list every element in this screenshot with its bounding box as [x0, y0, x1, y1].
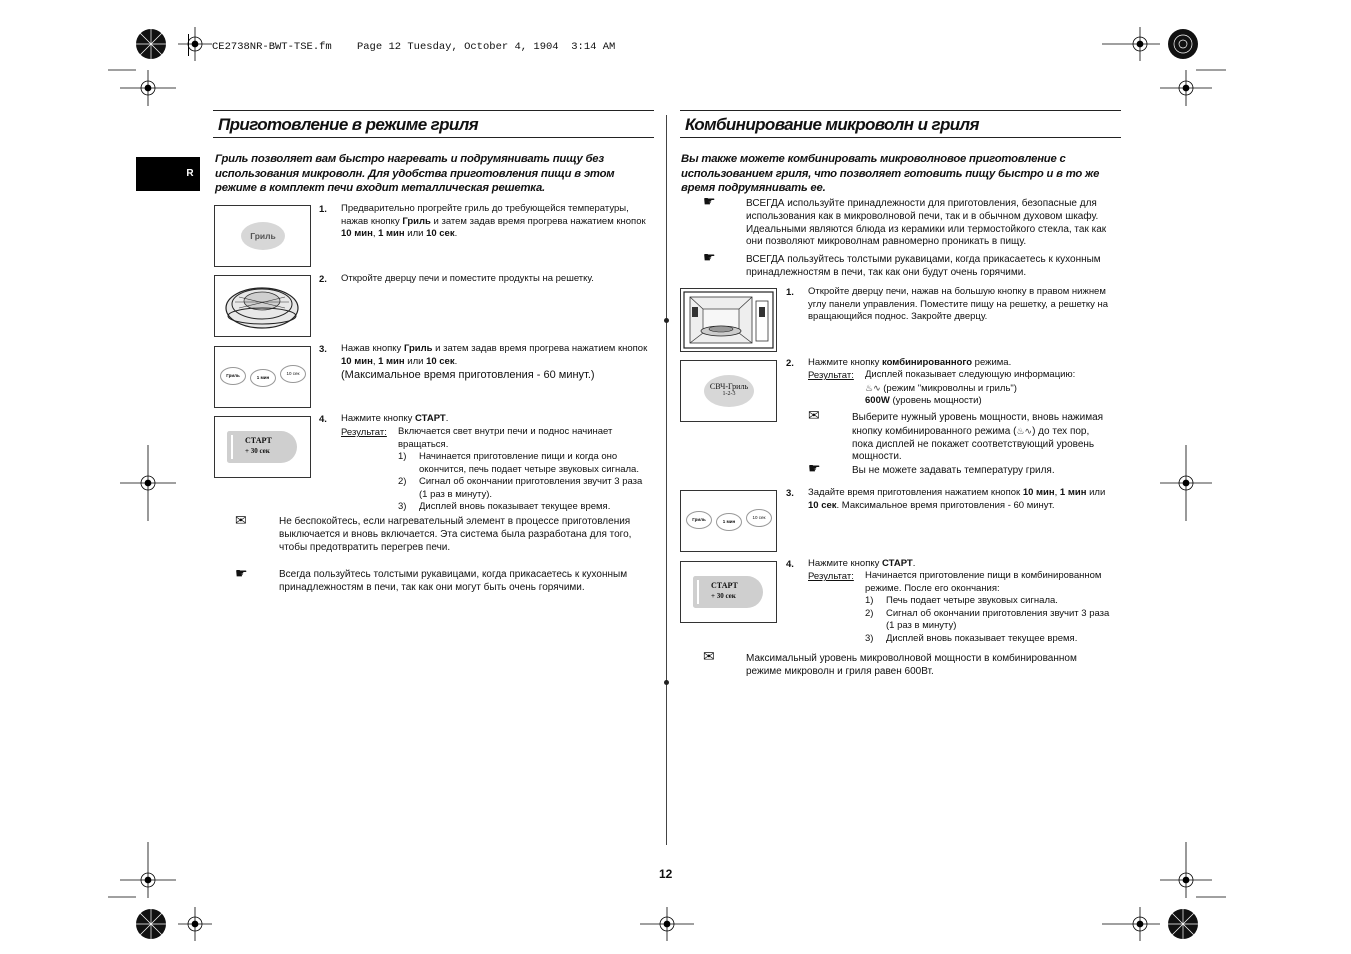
plus-30-sec-label: + 30 сек: [711, 592, 736, 600]
result-label: Результат:: [808, 571, 854, 582]
result-label: Результат:: [341, 427, 387, 438]
header-time: 3:14 AM: [571, 41, 616, 53]
right-note-power: [852, 412, 1127, 464]
note-line: выключается и вновь включается. Эта система была разработана для того,: [279, 528, 632, 540]
step-number: 4.: [319, 414, 327, 425]
combi-sublabel: 1-2-3: [722, 391, 736, 397]
list-item-line: (1 раз в минуту).: [419, 488, 493, 500]
step-text: ,: [372, 355, 379, 367]
intro-line: Вы также можете комбинировать микроволновое приготовление с: [681, 153, 1066, 165]
note-line: принадлежностям в печи, так как они будут очень горячими.: [746, 266, 1027, 278]
warning-hand-icon: ☛: [808, 460, 821, 476]
note-line: ВСЕГДА пользуйтесь толстыми рукавицами, когда прикасаетесь к кухонным: [746, 254, 1101, 265]
step-text: или: [1086, 487, 1106, 498]
step-number: 4.: [786, 559, 794, 570]
left-section-header: [213, 110, 654, 138]
page-number: 12: [659, 867, 673, 881]
left-step-4-result: [398, 426, 658, 451]
list-item-number: 2): [398, 476, 407, 487]
plus-30-sec-label: + 30 сек: [245, 447, 270, 455]
intro-line: Гриль позволяет вам быстро нагревать и подрумянивать пищу без: [215, 153, 604, 165]
left-step-4-text: [341, 413, 659, 426]
step-text: нажав кнопку: [341, 215, 403, 227]
warning-hand-icon: ☛: [703, 193, 716, 209]
result-line: Дисплей показывает следующую информацию:: [865, 369, 1076, 380]
step-text: .: [454, 355, 458, 367]
grill-button-small: Гриль: [686, 511, 712, 529]
combi-mode-icon: ♨∿: [1016, 425, 1033, 436]
step-text: .: [445, 413, 449, 424]
grill-button-small: Гриль: [220, 367, 246, 385]
right-note-temperature: Вы не можете задавать температуру гриля.: [852, 465, 1055, 476]
list-item-number: 1): [865, 595, 874, 606]
step-line: вращающийся поднос. Закройте дверцу.: [808, 311, 988, 322]
step-text: режима.: [972, 357, 1012, 368]
note-line: пока дисплей не покажет соответствующий уровень: [852, 438, 1095, 450]
right-section-title: Комбинирование микроволн и гриля: [685, 115, 979, 134]
step-keyword: 10 мин: [341, 228, 373, 239]
left-note-1: [279, 516, 659, 554]
note-line: они позволяют микроволнам равномерно проникать в пищу.: [746, 236, 1027, 248]
list-item: [398, 501, 668, 514]
note-text: кнопку комбинированного режима (: [852, 425, 1017, 437]
figure-start-button: [214, 416, 311, 478]
header-filename: CE2738NR-BWT-TSE.fm: [212, 41, 332, 53]
note-envelope-icon: ✉: [235, 512, 247, 528]
right-step-1-text: [808, 286, 1126, 324]
display-mode-text: (режим "микроволны и гриль"): [880, 382, 1017, 394]
right-step-4-list: [865, 595, 1130, 645]
step-number: 3.: [786, 488, 794, 499]
combi-label: СВЧ-Гриль: [709, 382, 749, 391]
step-number: 1.: [786, 287, 794, 298]
result-label: Результат:: [808, 370, 854, 381]
list-item-number: 3): [865, 632, 874, 644]
note-line: Выберите нужный уровень мощности, вновь нажимая: [852, 412, 1104, 423]
step-number: 1.: [319, 204, 327, 215]
header-date: Tuesday, October 4, 1904: [407, 41, 559, 53]
step-keyword: Гриль: [402, 215, 431, 227]
figure-time-buttons: [214, 346, 311, 408]
result-line: режиме. После его окончания:: [865, 582, 1000, 594]
step-text: . Максимальное время приготовления - 60 минут.: [836, 499, 1055, 511]
list-item-line: Начинается приготовление пищи и когда оно: [419, 451, 618, 462]
intro-line: режиме в комплект печи входит металлическая решетка.: [215, 182, 545, 194]
language-tab-label: R: [186, 168, 194, 179]
step-keyword: СТАРТ: [415, 413, 446, 424]
step-number: 3.: [319, 344, 327, 355]
start-button-illustration: [693, 576, 763, 608]
note-line: Максимальный уровень микроволновой мощности в комбинированном: [746, 653, 1077, 664]
note-envelope-icon: ✉: [808, 407, 820, 423]
list-item-line: Дисплей вновь показывает текущее время.: [886, 632, 1078, 644]
list-item: [865, 633, 1130, 646]
list-item-line: Сигнал об окончании приготовления звучит 3 раза: [886, 607, 1110, 619]
right-step-2-result: [865, 369, 1125, 408]
left-step-3-text: [341, 343, 659, 382]
list-item: [865, 608, 1130, 633]
list-item: [398, 451, 668, 476]
step-keyword: 1 мин: [1059, 487, 1087, 498]
right-warning-2: [746, 254, 1126, 280]
ten-seconds-button: 10 сек: [746, 509, 772, 527]
step-keyword: СТАРТ: [882, 558, 913, 569]
note-line: ВСЕГДА используйте принадлежности для приготовления, безопасные для: [746, 198, 1097, 209]
step-keyword: комбинированного: [882, 357, 973, 368]
figure-grill-button: [214, 205, 311, 267]
figure-time-buttons: [680, 490, 777, 552]
note-line: Не беспокойтесь, если нагревательный элемент в процессе приготовления: [279, 516, 631, 527]
start-button-illustration: [227, 431, 297, 463]
list-item-line: окончится, печь подает четыре звуковых сигнала.: [419, 463, 639, 475]
step-text: ,: [372, 228, 379, 239]
left-section-title: Приготовление в режиме гриля: [218, 115, 479, 134]
one-minute-button: 1 мин: [716, 513, 742, 531]
note-line: Всегда пользуйтесь толстыми рукавицами, когда прикасаетесь к кухонным: [279, 569, 628, 580]
note-line: мощности.: [852, 451, 902, 463]
result-line: Включается свет внутри печи и поднос начинает: [398, 426, 613, 437]
step-keyword: 10 сек: [426, 355, 455, 367]
list-item-line: Дисплей вновь показывает текущее время.: [419, 501, 611, 512]
note-text: ) до тех пор,: [1032, 425, 1090, 437]
oven-illustration: [681, 289, 776, 351]
intro-line: использования микроволн. Для удобства приготовления пищи в этом: [215, 167, 615, 180]
grill-button-illustration: Гриль: [241, 222, 285, 250]
step-text: ,: [1054, 487, 1060, 498]
left-step-1-text: [341, 203, 659, 241]
step-keyword: Гриль: [403, 343, 433, 354]
right-step-4-text: [808, 558, 1126, 571]
left-note-2: [279, 569, 659, 595]
display-power-value: 600W: [865, 395, 890, 406]
divider-dot: [664, 318, 669, 323]
max-time-note: (Максимальное время приготовления - 60 минут.): [341, 369, 595, 381]
note-line: чтобы предотвратить перегрев печи.: [279, 541, 451, 553]
right-section-header: [680, 110, 1121, 138]
step-line: углу панели управления. Поместите пищу на решетку, а решетку на: [808, 298, 1109, 310]
right-final-note: [746, 653, 1126, 679]
left-step-2-text: Откройте дверцу печи и поместите продукты на решетку.: [341, 273, 594, 284]
step-line: Откройте дверцу печи, нажав на большую кнопку в правом нижнем: [808, 286, 1106, 297]
intro-line: время подрумянивать ее.: [681, 182, 826, 194]
note-line: Идеальными являются блюда из керамики или термостойкого стекла, так как: [746, 223, 1107, 235]
one-minute-button: 1 мин: [250, 369, 276, 387]
right-step-2-text: [808, 357, 1126, 370]
step-text: .: [454, 228, 458, 239]
start-label: СТАРТ: [245, 436, 272, 445]
step-keyword: 1 мин: [378, 228, 405, 239]
result-line: вращаться.: [398, 438, 449, 450]
result-line: Начинается приготовление пищи в комбинированном: [865, 570, 1102, 581]
step-keyword: 10 сек: [808, 499, 837, 511]
list-item: [398, 476, 668, 501]
display-power-text: (уровень мощности): [889, 395, 982, 406]
step-number: 2.: [786, 358, 794, 369]
left-step-4-list: [398, 451, 668, 514]
left-intro: [215, 152, 655, 196]
warning-hand-icon: ☛: [235, 565, 248, 581]
warning-hand-icon: ☛: [703, 249, 716, 265]
note-line: режиме микроволн и гриля равен 600Вт.: [746, 665, 934, 677]
note-envelope-icon: ✉: [703, 648, 715, 664]
note-line: принадлежностям в печи, так как они могут быть очень горячими.: [279, 581, 585, 593]
step-number: 2.: [319, 274, 327, 285]
step-text: Нажмите кнопку: [808, 357, 882, 368]
figure-start-button: [680, 561, 777, 623]
header-page-label: Page 12: [356, 41, 402, 53]
right-step-3-text: [808, 487, 1128, 512]
ten-seconds-button: 10 сек: [280, 365, 306, 383]
right-step-4-result: [865, 570, 1130, 595]
list-item-number: 2): [865, 607, 874, 619]
right-warning-1: [746, 198, 1126, 249]
start-label: СТАРТ: [711, 581, 738, 590]
step-text: и затем задав время прогрева нажатием кнопок: [430, 215, 646, 227]
step-text: или: [404, 355, 427, 367]
list-item-number: 3): [398, 501, 407, 512]
list-item-line: Печь подает четыре звуковых сигнала.: [886, 595, 1058, 606]
step-text: Нажав кнопку: [341, 343, 404, 354]
combi-button-illustration: [704, 375, 754, 407]
step-text: Нажмите кнопку: [808, 558, 882, 569]
figure-combi-button: [680, 360, 777, 422]
step-text: .: [912, 558, 916, 569]
figure-metal-rack: [214, 275, 311, 337]
figure-oven-interior: [680, 288, 777, 352]
intro-line: использованием гриля, что позволяет готовить пищу быстро и в то же: [681, 167, 1100, 180]
step-keyword: 10 сек: [426, 228, 455, 239]
step-text: или: [404, 228, 427, 239]
step-text: Нажмите кнопку: [341, 413, 415, 424]
combi-mode-icon: ♨∿: [865, 382, 881, 393]
note-line: использования как в микроволновой печи, так и в обычном духовом шкафу.: [746, 210, 1099, 222]
step-keyword: 1 мин: [378, 355, 405, 367]
list-item-line: (1 раз в минуту): [886, 620, 957, 631]
step-keyword: 10 мин: [341, 355, 373, 367]
step-keyword: 10 мин: [1022, 487, 1055, 498]
list-item: [865, 595, 1130, 608]
right-intro: [681, 152, 1121, 196]
language-tab: [136, 157, 200, 191]
step-text: и затем задав время прогрева нажатием кнопок: [432, 343, 648, 354]
divider-dot: [664, 680, 669, 685]
list-item-line: Сигнал об окончании приготовления звучит 3 раза: [419, 476, 643, 487]
step-text: Задайте время приготовления нажатием кнопок: [808, 487, 1023, 498]
rack-illustration: [215, 276, 310, 336]
step-line: Предварительно прогрейте гриль до требующейся температуры,: [341, 203, 629, 214]
list-item-number: 1): [398, 451, 407, 462]
